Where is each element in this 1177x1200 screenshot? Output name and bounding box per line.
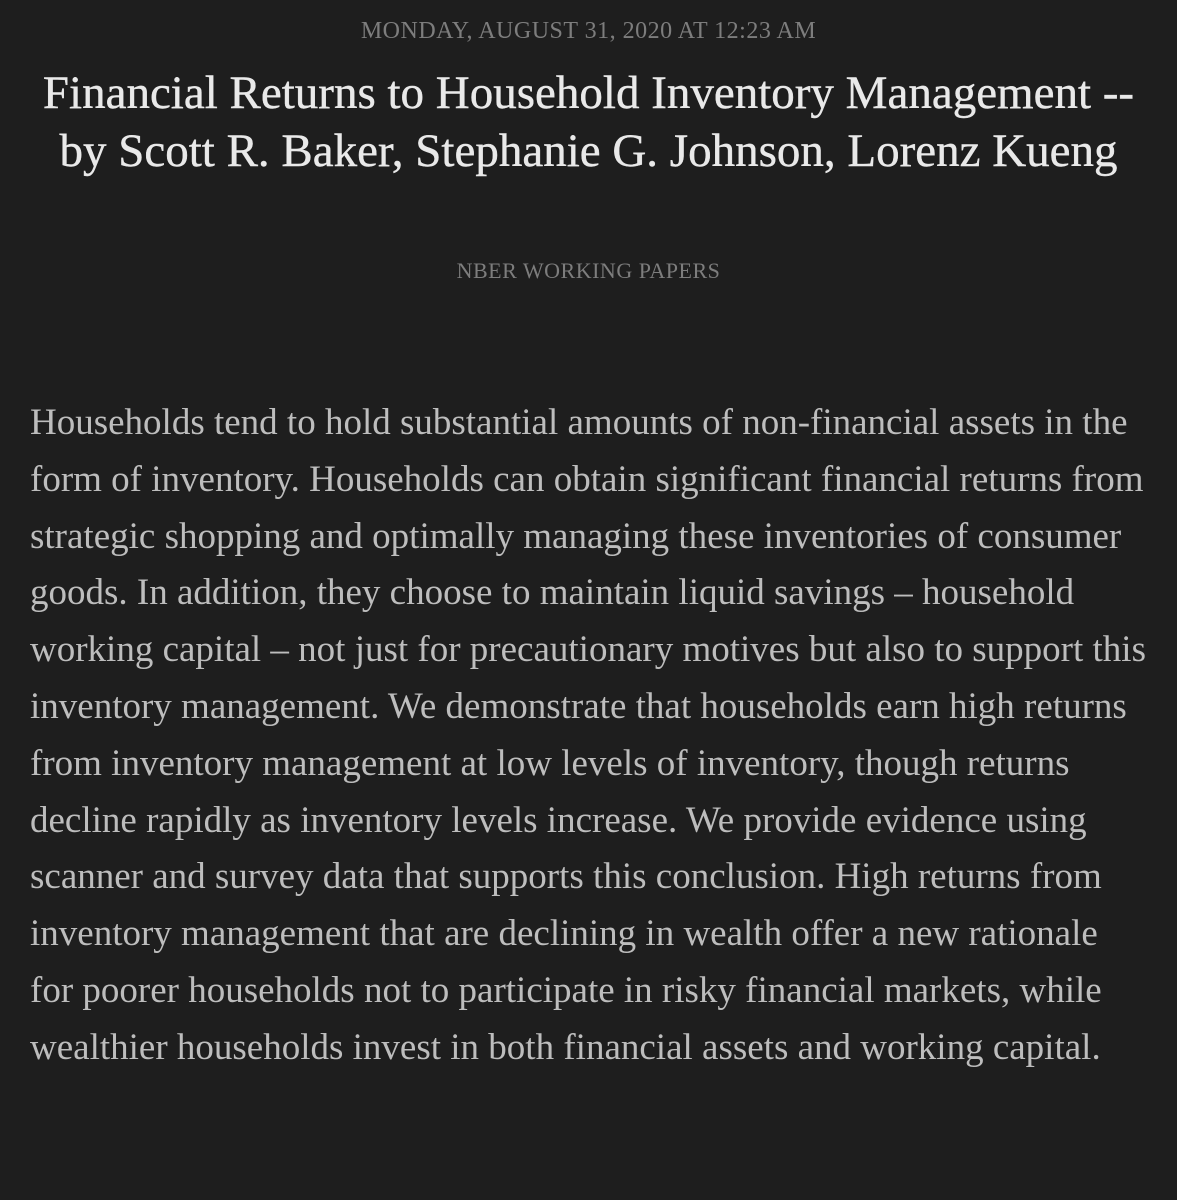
post-date: MONDAY, AUGUST 31, 2020 AT 12:23 AM <box>360 18 817 44</box>
article-title[interactable]: Financial Returns to Household Inventory Management -- by Scott R. Baker, Stephanie G. Johnson, Lorenz Kueng <box>42 67 1135 177</box>
article-abstract: Households tend to hold substantial amounts of non-financial assets in the form of inventory. Households can obtain significant financial returns from strategic shopping and optimally managing these inventories of consumer goods. In addition, they choose to maintain liquid savings – household working capital – not just for precautionary motives but also to support this inventory management. We demonstrate that households earn high returns from inventory management at low levels of inventory, though returns decline rapidly as inventory levels increase. We provide evidence using scanner and survey data that supports this conclusion. High returns from inventory management that are declining in wealth offer a new rationale for poorer households not to participate in risky financial markets, while wealthier households invest in both financial assets and working capital. <box>30 402 1146 1068</box>
feed-source[interactable]: NBER WORKING PAPERS <box>456 258 721 283</box>
